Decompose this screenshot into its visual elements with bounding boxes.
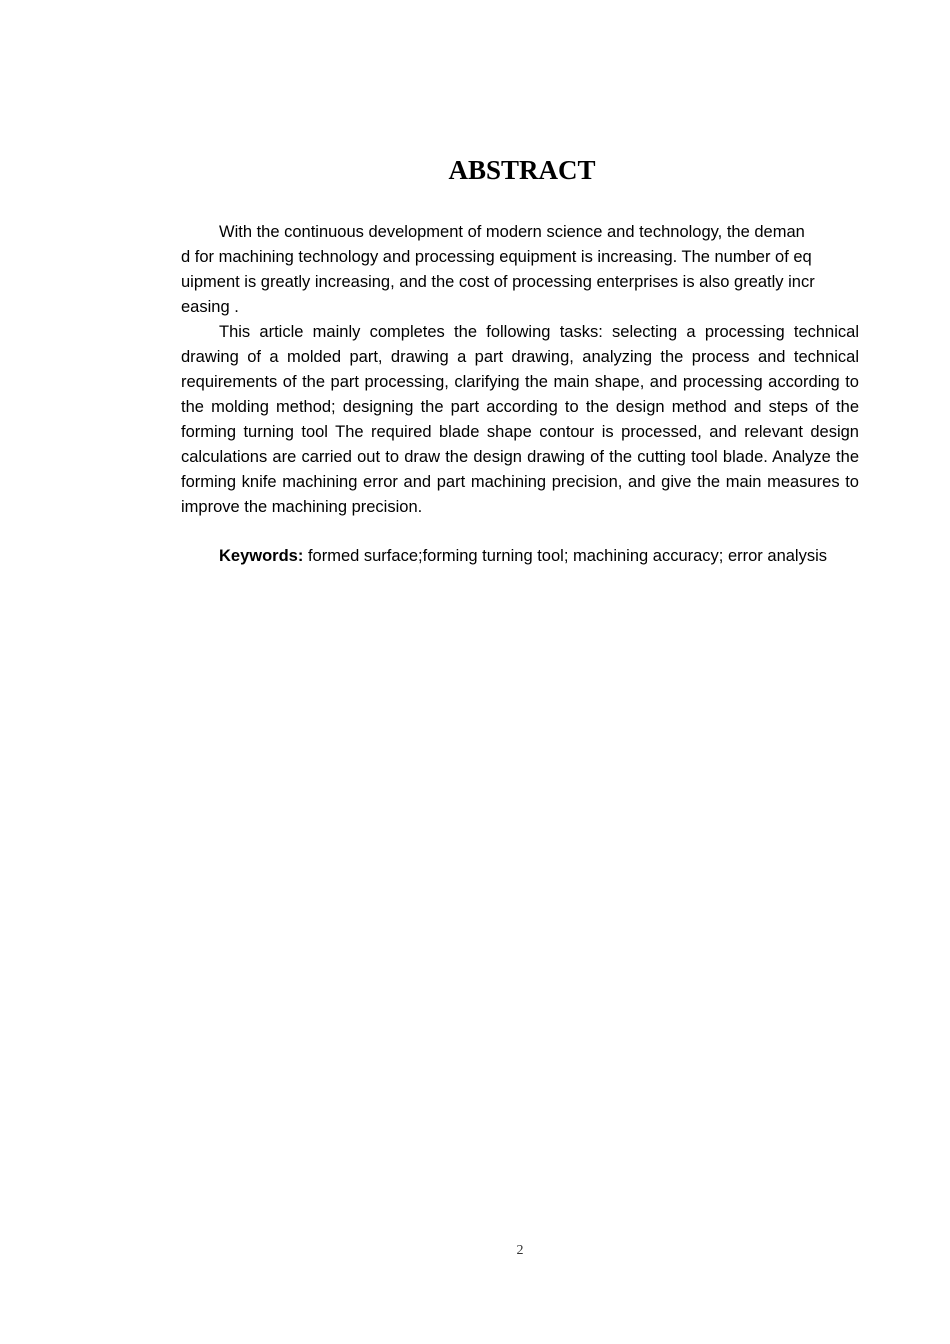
abstract-title: ABSTRACT [448, 155, 596, 185]
keywords-paragraph [181, 544, 859, 569]
page-number: 2 [516, 1243, 524, 1258]
paragraph-1-line: With the continuous development of modern science and technology, the deman [219, 223, 805, 241]
paragraph-1-line: uipment is greatly increasing, and the cost of processing enterprises is also greatly incr [181, 273, 815, 291]
keywords-label: Keywords: [219, 547, 304, 565]
keywords-text: formed surface;forming turning tool; machining accuracy; error analysis [303, 547, 828, 565]
abstract-paragraph-2: This article mainly completes the following tasks: selecting a processing technical drawing of a molded part, drawing a part drawing, analyzing the process and technical requirements of the part processing, clarifying the main shape, and processing according to the molding method; designing the part according to the design method and steps of the forming turning tool The required blade shape contour is processed, and relevant design calculations are carried out to draw the design drawing of the cutting tool blade. Analyze the forming knife machining error and part machining precision, and give the main measures to improve the machining precision. [181, 323, 859, 516]
paragraph-1-line: d for machining technology and processing equipment is increasing. The number of eq [181, 248, 812, 266]
abstract-paragraph-1 [181, 220, 851, 320]
paragraph-1-line: easing . [181, 298, 239, 316]
